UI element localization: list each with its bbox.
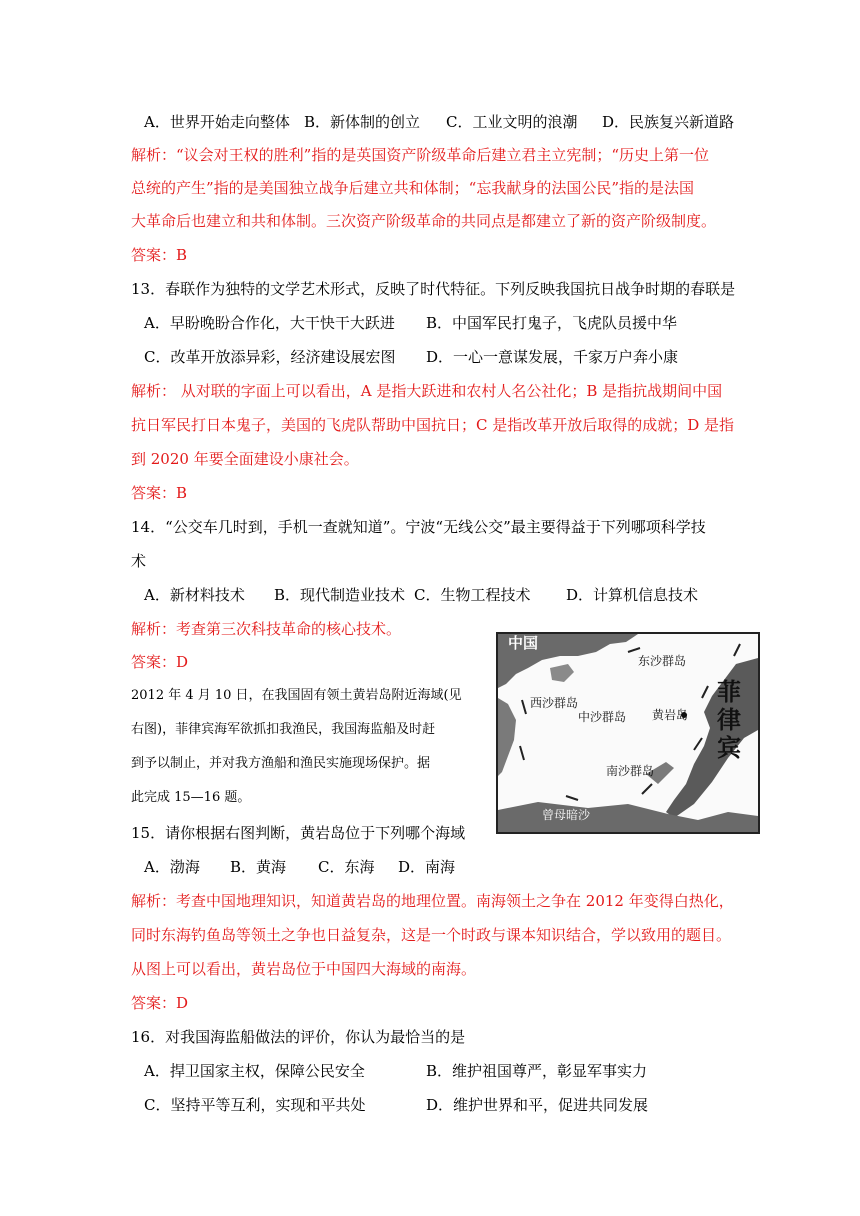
q13-stem: 13．春联作为独特的文学艺术形式，反映了时代特征。下列反映我国抗日战争时期的春联是	[131, 280, 736, 298]
q15-option-c: C．东海	[318, 858, 375, 876]
q15-option-d: D．南海	[398, 858, 456, 876]
material-line-1: 2012 年 4 月 10 日，在我国固有领土黄岩岛附近海域(见	[131, 688, 462, 703]
philippines-landmass	[666, 658, 758, 818]
q13-analysis-line-2: 抗日军民打日本鬼子，美国的飞虎队帮助中国抗日；C 是指改革开放后取得的成就；D 是指	[131, 416, 735, 434]
map-label-china: 中国	[508, 634, 539, 652]
map-label-zengmu: 曾母暗沙	[542, 808, 591, 822]
q15-option-b: B．黄海	[230, 858, 287, 876]
q14-stem-line-1: 14．“公交车几时到，手机一查就知道”。宁波“无线公交”最主要得益于下列哪项科学技	[131, 518, 706, 536]
q14-option-d: D．计算机信息技术	[566, 586, 699, 604]
q12-option-d: D．民族复兴新道路	[602, 113, 735, 131]
q15-answer: 答案：D	[131, 994, 189, 1012]
q15-analysis-line-3: 从图上可以看出，黄岩岛位于中国四大海域的南海。	[131, 960, 477, 978]
q12-option-c: C．工业文明的浪潮	[446, 113, 578, 131]
q16-option-b: B．维护祖国尊严，彰显军事实力	[426, 1062, 648, 1080]
map-label-dongsha: 东沙群岛	[638, 654, 687, 668]
q12-analysis-line-3: 大革命后也建立和共和体制。三次资产阶级革命的共同点是都建立了新的资产阶级制度。	[131, 212, 717, 230]
q14-option-a: A．新材料技术	[144, 586, 245, 604]
material-line-4: 此完成 15—16 题。	[131, 790, 251, 805]
q13-answer: 答案：B	[131, 484, 188, 502]
q13-option-a: A．早盼晚盼合作化，大干快干大跃进	[144, 314, 395, 332]
map-label-philippines-char-3: 宾	[717, 734, 741, 762]
q12-option-a: A．世界开始走向整体	[144, 113, 290, 131]
q16-option-a: A．捍卫国家主权，保障公民安全	[144, 1062, 365, 1080]
map-label-nansha: 南沙群岛	[606, 764, 655, 778]
q14-option-c: C．生物工程技术	[414, 586, 531, 604]
q16-option-d: D．维护世界和平，促进共同发展	[426, 1096, 649, 1114]
q15-analysis-line-1: 解析：考查中国地理知识，知道黄岩岛的地理位置。南海领土之争在 2012 年变得白热化，	[131, 892, 734, 910]
q12-option-b: B．新体制的创立	[304, 113, 421, 131]
map-label-philippines-char-2: 律	[717, 706, 741, 734]
map-label-philippines	[714, 678, 744, 762]
material-line-2: 右图)，菲律宾海军欲抓扣我渔民，我国海监船及时赶	[131, 722, 436, 737]
material-line-3: 到予以制止，并对我方渔船和渔民实施现场保护。据	[131, 756, 431, 771]
q13-option-d: D．一心一意谋发展，千家万户奔小康	[426, 348, 679, 366]
q16-option-c: C．坚持平等互利，实现和平共处	[144, 1096, 366, 1114]
q13-option-b: B．中国军民打鬼子，飞虎队员援中华	[426, 314, 678, 332]
q14-answer: 答案：D	[131, 653, 189, 671]
map-label-zhongsha: 中沙群岛	[578, 710, 627, 724]
q16-stem: 16．对我国海监船做法的评价，你认为最恰当的是	[131, 1028, 466, 1046]
hainan-island	[550, 664, 574, 682]
q13-option-c: C．改革开放添异彩，经济建设展宏图	[144, 348, 396, 366]
q14-stem-line-2: 术	[131, 552, 147, 570]
map-label-xisha: 西沙群岛	[530, 696, 579, 710]
borneo-landmass	[498, 802, 758, 832]
q15-analysis-line-2: 同时东海钓鱼岛等领土之争也日益复杂，这是一个时政与课本知识结合，学以致用的题目。	[131, 926, 732, 944]
q14-analysis: 解析：考查第三次科技革命的核心技术。	[131, 620, 402, 638]
map-label-philippines-char-1: 菲	[717, 678, 741, 706]
indochina-landmass	[498, 698, 516, 776]
q12-analysis-line-2: 总统的产生”指的是美国独立战争后建立共和体制；“忘我献身的法国公民”指的是法国	[131, 179, 695, 197]
q12-answer: 答案：B	[131, 246, 188, 264]
q15-stem: 15．请你根据右图判断，黄岩岛位于下列哪个海域	[131, 824, 466, 842]
south-china-sea-map	[496, 632, 760, 834]
q12-analysis-line-1: 解析：“议会对王权的胜利”指的是英国资产阶级革命后建立君主立宪制；“历史上第一位	[131, 146, 710, 164]
map-label-huangyan: 黄岩岛	[652, 708, 689, 722]
q13-analysis-line-3: 到 2020 年要全面建设小康社会。	[131, 450, 359, 468]
q14-option-b: B．现代制造业技术	[274, 586, 406, 604]
q13-analysis-line-1: 解析： 从对联的字面上可以看出，A 是指大跃进和农村人名公社化；B 是指抗战期间中国	[131, 382, 723, 400]
q15-option-a: A．渤海	[144, 858, 200, 876]
